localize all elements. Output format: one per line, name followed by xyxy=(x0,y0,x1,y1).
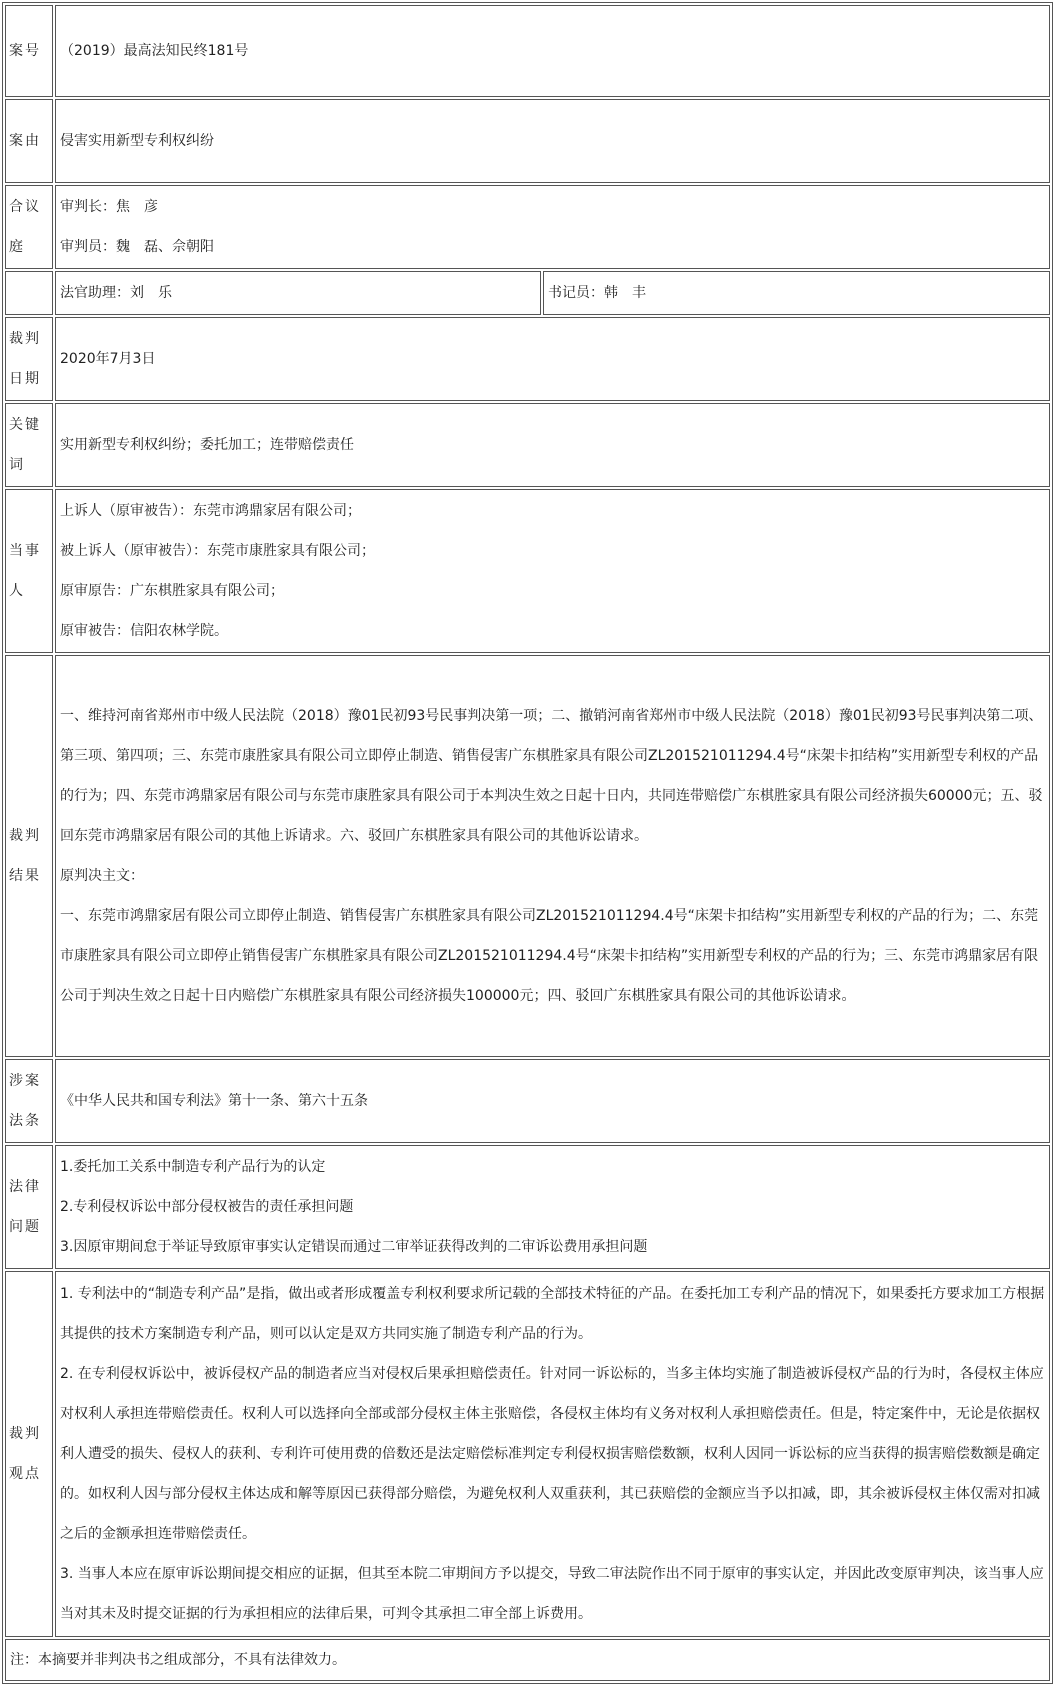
view-paragraph: 3. 当事人本应在原审诉讼期间提交相应的证据，但其至本院二审期间方予以提交，导致二审法院作出不同于原审的事实认定，并因此改变原审判决，该当事人应当对其未及时提交证据的行为承担相应的法律后果，可判令其承担二审全部上诉费用。 xyxy=(60,1566,1044,1622)
case-summary-table xyxy=(2,2,1053,1684)
view-paragraph: 2. 在专利侵权诉讼中，被诉侵权产品的制造者应当对侵权后果承担赔偿责任。针对同一诉讼标的，当多主体均实施了制造被诉侵权产品的行为时，各侵权主体应对权利人承担连带赔偿责任。权利人可以选择向全部或部分侵权主体主张赔偿，各侵权主体均有义务对权利人承担赔偿责任。但是，特定案件中，无论是依据权利人遭受的损失、侵权人的获利、专利许可使用费的倍数还是法定赔偿标准判定专利侵权损害赔偿数额，权利人因同一诉讼标的应当获得的损害赔偿数额是确定的。如权利人因与部分侵权主体达成和解等原因已获得部分赔偿，为避免权利人双重获利，其已获赔偿的金额应当予以扣减，即，其余被诉侵权主体仅需对扣减之后的金额承担连带赔偿责任。 xyxy=(60,1366,1044,1542)
judgment-views-label: 裁判观点 xyxy=(5,1271,53,1637)
row-cause xyxy=(5,99,1050,183)
row-note xyxy=(5,1639,1050,1681)
disclaimer-note: 注：本摘要并非判决书之组成部分，不具有法律效力。 xyxy=(5,1639,1050,1681)
presiding-judge: 审判长：焦 彦 xyxy=(60,199,158,215)
cause-value: 侵害实用新型专利权纠纷 xyxy=(55,99,1050,183)
legal-issues-value xyxy=(55,1145,1050,1269)
judgment-date-label: 裁判日期 xyxy=(5,317,53,401)
party-original-defendant: 原审被告：信阳农林学院。 xyxy=(60,623,228,639)
judge-assistant: 法官助理：刘 乐 xyxy=(55,271,541,315)
court-clerk: 书记员：韩 丰 xyxy=(543,271,1050,315)
parties-label: 当事人 xyxy=(5,489,53,653)
result-original-heading: 原判决主文： xyxy=(60,868,144,884)
row-parties xyxy=(5,489,1050,653)
party-appellee: 被上诉人（原审被告）：东莞市康胜家具有限公司； xyxy=(60,543,375,559)
statutes-label: 涉案法条 xyxy=(5,1059,53,1143)
judgment-result-value xyxy=(55,655,1050,1057)
panel-label: 合议庭 xyxy=(5,185,53,269)
keywords-value: 实用新型专利权纠纷；委托加工；连带赔偿责任 xyxy=(55,403,1050,487)
legal-issue-item: 3.因原审期间怠于举证导致原审事实认定错误而通过二审举证获得改判的二审诉讼费用承担问题 xyxy=(60,1239,648,1255)
judges: 审判员：魏 磊、佘朝阳 xyxy=(60,239,214,255)
party-original-plaintiff: 原审原告：广东棋胜家具有限公司； xyxy=(60,583,284,599)
row-statutes xyxy=(5,1059,1050,1143)
judgment-views-value xyxy=(55,1271,1050,1637)
row-assistant-clerk xyxy=(5,271,1050,315)
row-judgment-result xyxy=(5,655,1050,1057)
judgment-result-label: 裁判结果 xyxy=(5,655,53,1057)
parties-value xyxy=(55,489,1050,653)
case-number-value: （2019）最高法知民终181号 xyxy=(55,5,1050,97)
legal-issue-item: 1.委托加工关系中制造专利产品行为的认定 xyxy=(60,1159,326,1175)
view-paragraph: 1. 专利法中的“制造专利产品”是指，做出或者形成覆盖专利权利要求所记载的全部技术特征的产品。在委托加工专利产品的情况下，如果委托方要求加工方根据其提供的技术方案制造专利产品，则可以认定是双方共同实施了制造专利产品的行为。 xyxy=(60,1286,1045,1342)
cause-label: 案由 xyxy=(5,99,53,183)
row-judgment-views xyxy=(5,1271,1050,1637)
party-appellant: 上诉人（原审被告）：东莞市鸿鼎家居有限公司； xyxy=(60,503,361,519)
result-paragraph: 一、东莞市鸿鼎家居有限公司立即停止制造、销售侵害广东棋胜家具有限公司ZL201521011294.4号“床架卡扣结构”实用新型专利权的产品的行为；二、东莞市康胜家具有限公司立即停止销售侵害广东棋胜家具有限公司ZL201521011294.4号“床架卡扣结构”实用新型专利权的产品的行为；三、东莞市鸿鼎家居有限公司于判决生效之日起十日内赔偿广东棋胜家具有限公司经济损失100000元；四、驳回广东棋胜家具有限公司的其他诉讼请求。 xyxy=(60,908,1039,1004)
row-judgment-date xyxy=(5,317,1050,401)
result-paragraph: 一、维持河南省郑州市中级人民法院（2018）豫01民初93号民事判决第一项；二、撤销河南省郑州市中级人民法院（2018）豫01民初93号民事判决第二项、第三项、第四项；三、东莞市康胜家具有限公司立即停止制造、销售侵害广东棋胜家具有限公司ZL201521011294.4号“床架卡扣结构”实用新型专利权的产品的行为；四、东莞市鸿鼎家居有限公司与东莞市康胜家具有限公司于本判决生效之日起十日内，共同连带赔偿广东棋胜家具有限公司经济损失60000元；五、驳回东莞市鸿鼎家居有限公司的其他上诉请求。六、驳回广东棋胜家具有限公司的其他诉讼请求。 xyxy=(60,708,1043,844)
panel-value xyxy=(55,185,1050,269)
row-case-number xyxy=(5,5,1050,97)
legal-issue-item: 2.专利侵权诉讼中部分侵权被告的责任承担问题 xyxy=(60,1199,354,1215)
keywords-label: 关键词 xyxy=(5,403,53,487)
legal-issues-label: 法律问题 xyxy=(5,1145,53,1269)
case-number-label: 案号 xyxy=(5,5,53,97)
row-legal-issues xyxy=(5,1145,1050,1269)
row-panel xyxy=(5,185,1050,269)
judgment-date-value: 2020年7月3日 xyxy=(55,317,1050,401)
empty-label-cell xyxy=(5,271,53,315)
statutes-value: 《中华人民共和国专利法》第十一条、第六十五条 xyxy=(55,1059,1050,1143)
row-keywords xyxy=(5,403,1050,487)
